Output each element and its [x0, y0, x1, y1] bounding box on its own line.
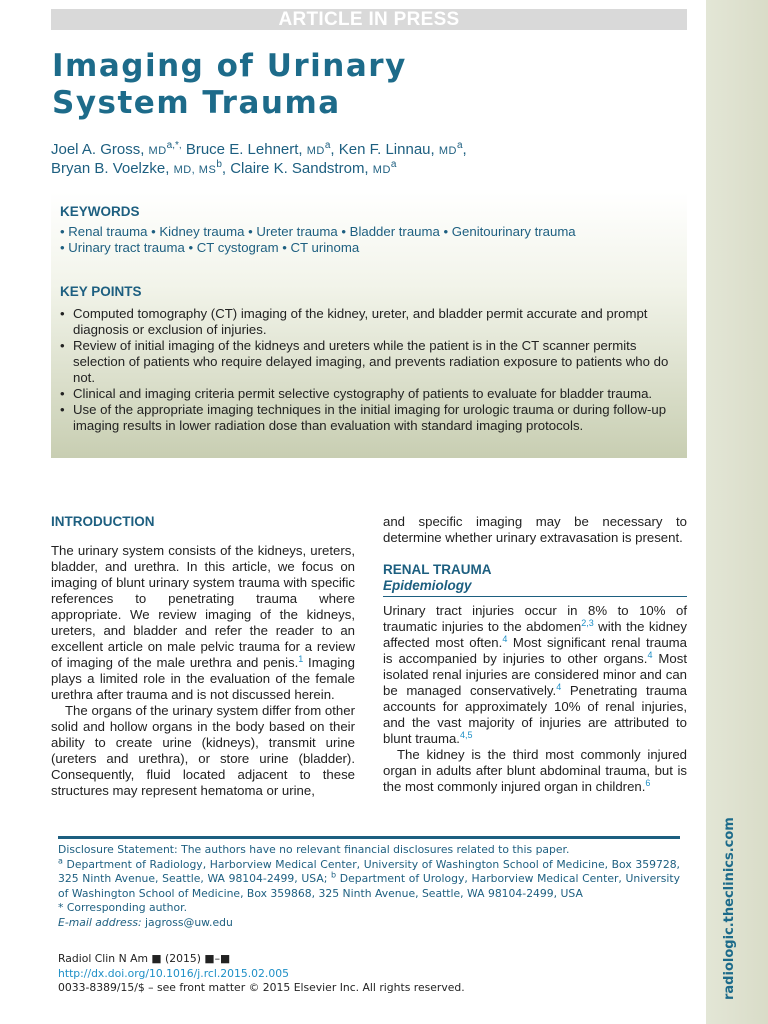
abstract-box [51, 192, 687, 458]
intro-paragraph-1 [51, 543, 355, 703]
author-corresponding-mark: *, [175, 140, 182, 151]
author-separator: , [462, 141, 467, 158]
citation-link[interactable]: 4 [647, 650, 653, 660]
affiliation-a: Department of Radiology, Harborview Medical Center, University of Washington School of Medicine, Box 359728, 325 Ninth Avenue, Seattle, WA 98104-2499, USA; [58, 857, 680, 886]
article-in-press-banner: ARTICLE IN PRESS [51, 9, 687, 30]
left-column [51, 514, 355, 799]
renal-paragraph-2 [383, 747, 687, 795]
citation-link[interactable]: 4,5 [459, 730, 473, 740]
author-affiliation: a [390, 159, 397, 170]
key-point-item: • Computed tomography (CT) imaging of the kidney, ureter, and bladder permit accurate and prompt diagnosis or exclusion of injuries. [60, 306, 680, 338]
affiliation-mark: b [331, 870, 337, 880]
affiliation-mark: a [58, 856, 63, 865]
corresponding-author: * Corresponding author. [58, 901, 187, 915]
renal-p2-text: The kidney is the third most commonly injured organ in adults after blunt abdominal trauma, but is the most commonly injured organ in children. [383, 747, 687, 794]
author-affiliation: a, [166, 140, 175, 151]
citation-link[interactable]: 6 [645, 778, 651, 788]
author-degree: MD, MS [173, 164, 217, 176]
author-separator: , [330, 141, 335, 158]
affiliation-b: Department of Urology, Harborview Medical Center, University of Washington School of Medicine, Box 359868, 325 Ninth Avenue, Seattle, WA 98104-2499, USA [58, 872, 680, 900]
author-name: Claire K. Sandstrom, [230, 160, 369, 177]
citation-link[interactable]: 2,3 [581, 618, 594, 628]
author-degree: MD [372, 164, 391, 176]
key-points-list [60, 306, 680, 434]
author-separator: , [221, 160, 227, 177]
intro-p1-text: The urinary system consists of the kidneys, ureters, bladder, and urethra. In this article, we focus on imaging of blunt urinary system trauma with specific references to penetrating trauma where appropriate. We review imaging of the kidneys, ureters, and bladder and refer the reader to an excellent article on male pelvic trauma for a review of imaging of the male urethra and penis. [51, 543, 355, 670]
citation-link[interactable]: 4 [502, 634, 508, 644]
renal-p1-text: Most isolated renal injuries are considered minor and can be managed conservatively. [383, 651, 688, 698]
right-column [383, 514, 687, 795]
citation-link[interactable]: 1 [298, 654, 304, 664]
renal-trauma-heading: RENAL TRAUMA [383, 562, 492, 577]
author-name: Joel A. Gross, [51, 141, 145, 158]
email-label: E-mail address: [58, 915, 142, 929]
keywords-line-1: • Renal trauma • Kidney trauma • Ureter trauma • Bladder trauma • Genitourinary trauma [60, 224, 576, 239]
author-name: Ken F. Linnau, [338, 141, 435, 158]
intro-paragraph-2-continued: and specific imaging may be necessary to determine whether urinary extravasation is present. [383, 514, 687, 545]
author-affiliation: a [324, 140, 331, 151]
intro-p1-text: Imaging plays a limited role in the evaluation of the female urethra after trauma and is not discussed herein. [51, 655, 355, 702]
disclosure-statement: Disclosure Statement: The authors have no relevant financial disclosures related to this paper. [58, 843, 570, 856]
renal-p1-text: with the kidney affected most often. [383, 619, 687, 650]
introduction-heading: INTRODUCTION [51, 514, 155, 529]
journal-website-link[interactable]: radiologic.theclinics.com [722, 817, 737, 1000]
doi-link[interactable]: http://dx.doi.org/10.1016/j.rcl.2015.02.005 [58, 966, 289, 980]
key-point-item: • Review of initial imaging of the kidneys and ureters while the patient is in the CT scanner permits selection of patients who require delayed imaging, and prevents radiation exposure to patients who do not. [60, 338, 680, 386]
epidemiology-subheading: Epidemiology [383, 578, 687, 597]
author-degree: MD [148, 145, 167, 157]
email-line [58, 916, 680, 931]
copyright-line: 0033-8389/15/$ – see front matter © 2015 Elsevier Inc. All rights reserved. [58, 981, 465, 995]
citation-link[interactable]: 4 [556, 682, 562, 692]
renal-p1-text: Urinary tract injuries occur in 8% to 10% of traumatic injuries to the abdomen [383, 603, 687, 634]
footnotes [58, 843, 680, 931]
title-line-1: Imaging of Urinary [52, 48, 407, 84]
keywords-line-2: • Urinary tract trauma • CT cystogram • CT urinoma [60, 240, 360, 255]
key-point-item: • Clinical and imaging criteria permit selective cystography of patients to evaluate for bladder trauma. [60, 386, 680, 402]
author-list [51, 141, 671, 179]
author-degree: MD [438, 145, 457, 157]
keywords-heading: KEYWORDS [60, 204, 140, 219]
key-point-item: • Use of the appropriate imaging techniques in the initial imaging for urologic trauma or during follow-up imaging results in lower radiation dose than evaluation with standard imaging protocols. [60, 402, 680, 434]
article-title [52, 48, 652, 122]
key-points-heading: KEY POINTS [60, 284, 142, 299]
author-affiliation: b [216, 159, 222, 170]
renal-p1-text: Penetrating trauma accounts for approximately 10% of renal injuries, and the vast majority of injuries are attributed to blunt trauma. [383, 683, 688, 746]
author-name: Bruce E. Lehnert, [185, 141, 303, 158]
footer-divider [58, 836, 680, 839]
affiliations [58, 858, 680, 902]
title-line-2: System Trauma [52, 85, 341, 121]
intro-paragraph-2: The organs of the urinary system differ from other solid and hollow organs in the body based on their ability to create urine (kidneys), transmit urine (ureters and urethra), or store urine (bladder). Consequently, fluid located adjacent to these structures may represent hematoma or urine, [51, 703, 355, 798]
keywords-list [60, 224, 670, 256]
email-link[interactable]: jagross@uw.edu [141, 915, 233, 929]
author-name: Bryan B. Voelzke, [51, 160, 170, 177]
citation-block [58, 952, 680, 996]
journal-citation: Radiol Clin N Am ■ (2015) ■–■ [58, 952, 231, 965]
author-degree: MD [306, 145, 325, 157]
author-affiliation: a [456, 140, 463, 151]
renal-paragraph-1 [383, 603, 687, 747]
renal-p1-text: Most significant renal trauma is accompanied by injuries to other organs. [383, 635, 687, 666]
